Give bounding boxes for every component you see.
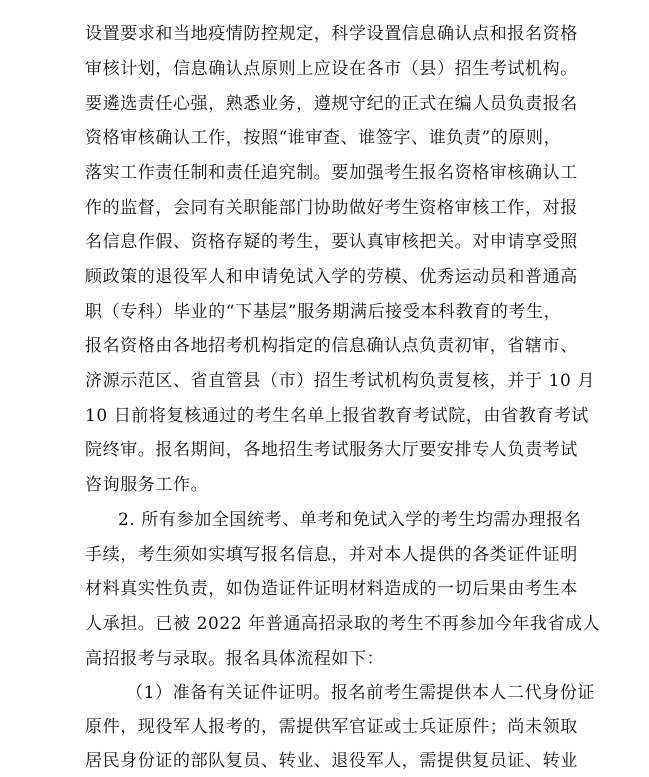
- text-line: 要遴选责任心强，熟悉业务，遵规守纪的正式在编人员负责报名: [85, 94, 578, 114]
- text-line: 作的监督，会同有关职能部门协助做好考生资格审核工作，对报: [85, 198, 578, 218]
- paragraph-start-line: （1）准备有关证件证明。报名前考生需提供本人二代身份证: [126, 683, 596, 703]
- text-line: 院终审。报名期间，各地招生考试服务大厅要安排专人负责考试: [85, 440, 578, 460]
- text-line: 10 日前将复核通过的考生名单上报省教育考试院，由省教育考试: [85, 406, 590, 426]
- text-line: 职（专科）毕业的“下基层”服务期满后接受本科教育的考生，: [85, 302, 562, 322]
- text-line: 资格审核确认工作，按照“谁审查、谁签字、谁负责”的原则，: [85, 128, 562, 148]
- text-line: 原件，现役军人报考的，需提供军官证或士兵证原件；尚未领取: [85, 717, 578, 737]
- text-line: 居民身份证的部队复员、转业、退役军人，需提供复员证、转业: [85, 751, 578, 771]
- text-line: 名信息作假、资格存疑的考生，要认真审核把关。对申请享受照: [85, 232, 578, 252]
- text-line: 设置要求和当地疫情防控规定，科学设置信息确认点和报名资格: [85, 24, 578, 44]
- text-line: 材料真实性负责，如伪造证件证明材料造成的一切后果由考生本: [85, 579, 578, 599]
- text-line: 手续，考生须如实填写报名信息，并对本人提供的各类证件证明: [85, 545, 578, 565]
- text-line: 人承担。已被 2022 年普通高招录取的考生不再参加今年我省成人: [85, 614, 601, 634]
- paragraph-start-line: 2. 所有参加全国统考、单考和免试入学的考生均需办理报名: [118, 510, 582, 530]
- text-line: 济源示范区、省直管县（市）招生考试机构负责复核，并于 10 月: [85, 371, 596, 391]
- text-line: 落实工作责任制和责任追究制。要加强考生报名资格审核确认工: [85, 163, 578, 183]
- text-line: 高招报考与录取。报名具体流程如下：: [85, 649, 385, 669]
- text-line: 审核计划，信息确认点原则上应设在各市（县）招生考试机构。: [85, 59, 578, 79]
- text-line: 报名资格由各地招考机构指定的信息确认点负责初审，省辖市、: [85, 336, 578, 356]
- text-line: 咨询服务工作。: [85, 475, 209, 495]
- text-line: 顾政策的退役军人和申请免试入学的劳模、优秀运动员和普通高: [85, 267, 578, 287]
